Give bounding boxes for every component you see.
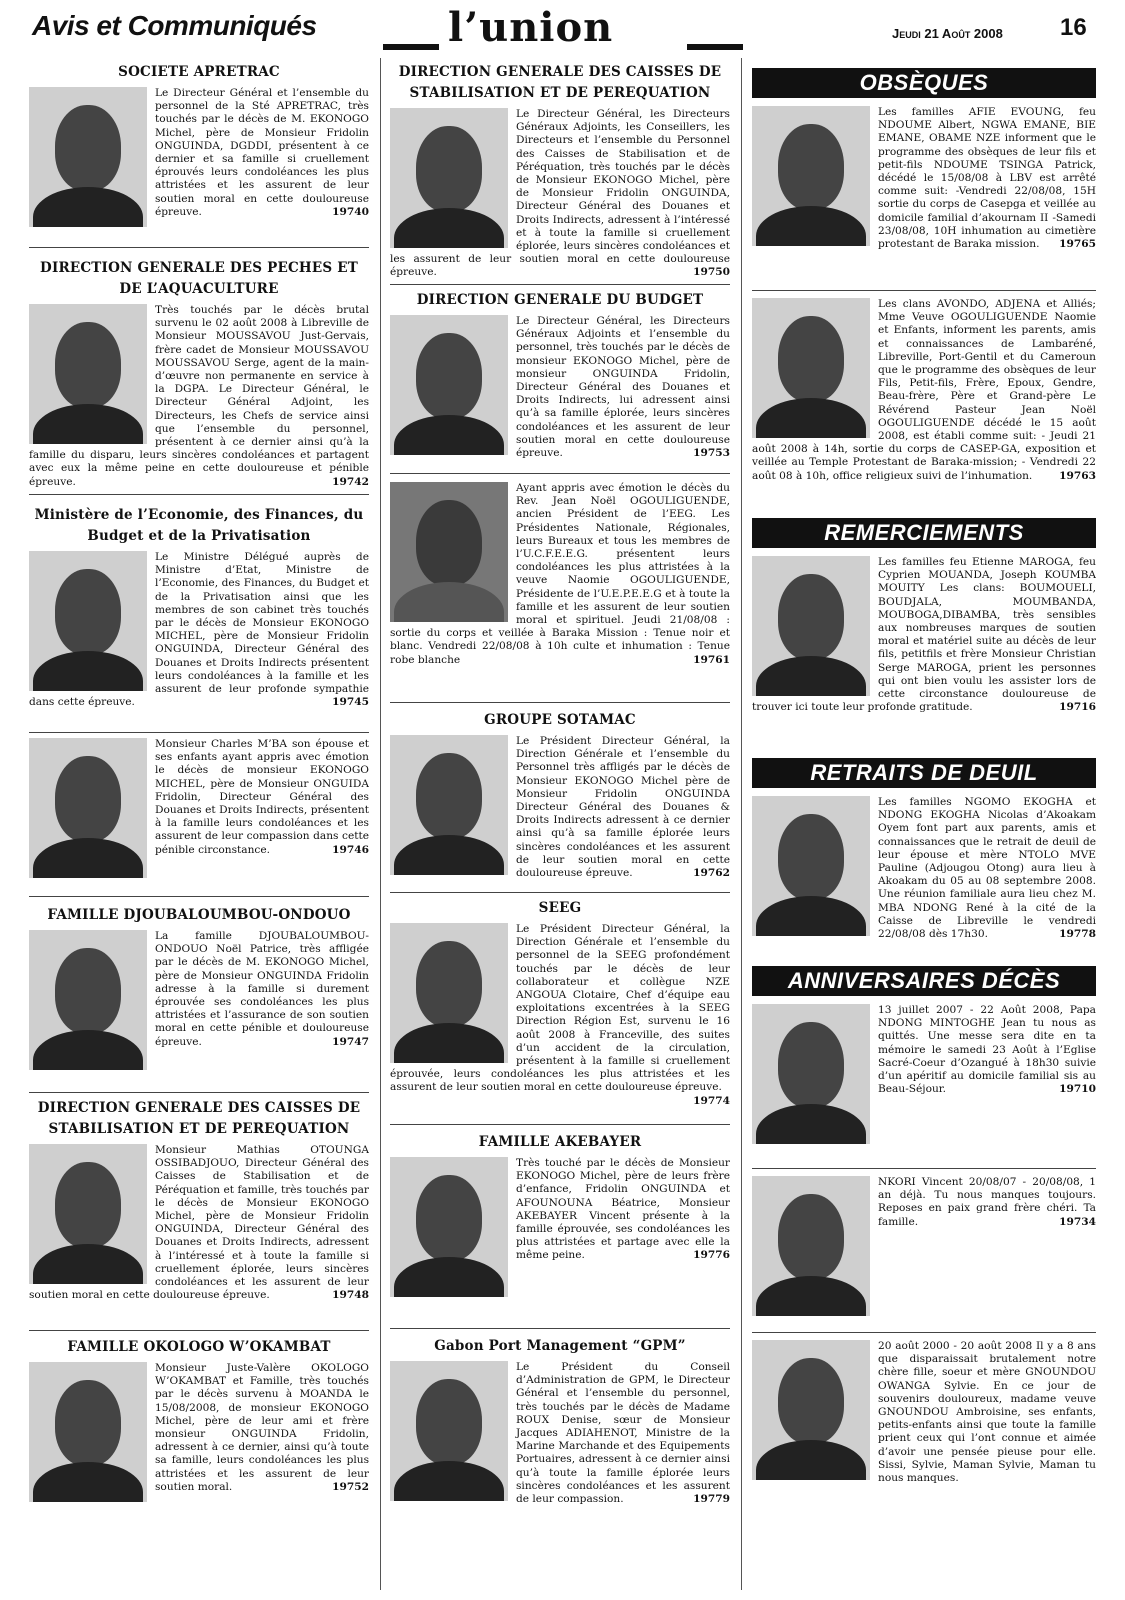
section-title: Avis et Communiqués bbox=[32, 10, 317, 41]
divider bbox=[752, 290, 1096, 291]
notice-ref: 19761 bbox=[693, 653, 730, 666]
notice-ref: 19716 bbox=[1059, 701, 1096, 714]
notice bbox=[29, 738, 369, 888]
notice-ref: 19762 bbox=[693, 867, 730, 880]
divider bbox=[29, 732, 369, 733]
notice bbox=[752, 298, 1096, 510]
notice-text: Monsieur Mathias OTOUNGA OSSIBADJOUO, Directeur Général des Caisses de Stabilisation et de Péréquation et famille, très touchés par le décès de Monsieur EKONOGO Michel, père de Monsieur Fridolin ONGUINDA, Directeur Général des Douanes et Droits Indirects, adressent à l’intéressé et à toute la famille si cruellement éplorée, leurs sincères condoléances et les assurent de leur soutien moral en cette douloureuse épreuve. bbox=[29, 1144, 369, 1302]
notice-text: Très touchés par le décès brutal survenu le 02 août 2008 à Libreville de Monsieur MOUSSAVOU Just-Gervais, frère cadet de Monsieur MOUSSAVOU MOUSSAVOU Serge, agent de la main-d’œuvre non permanente en service à la DGPA. Le Directeur Général, le Directeur Général Adjoint, les Directeurs, les Chefs de service ainsi que l’ensemble du personnel, présentent à ce dernier ainsi qu’à la famille du disparu, leurs sincères condoléances et partagent avec eux la même peine en cette douloureuse et pénible épreuve. bbox=[29, 304, 369, 488]
notice bbox=[752, 1004, 1096, 1164]
notice bbox=[390, 290, 730, 468]
notice-text: Le Président Directeur Général, la Direction Générale et l’ensemble du Personnel très affligés par le décès de Monsieur EKONOGO Michel père de Monsieur Fridolin ONGUINDA Directeur Général des Douanes & Droits Indirects adressent à ce dernier ainsi qu’à sa famille éplorée leurs sincères condoléances et les assurent de leur soutien moral en cette douloureuse épreuve. bbox=[516, 735, 730, 880]
notice-text: NKORI Vincent 20/08/07 - 20/08/08, 1 an déjà. Tu nous manques toujours. Reposes en paix grand frère chéri. Ta famille. bbox=[878, 1176, 1096, 1228]
notice-title: FAMILLE DJOUBALOUMBOU-ONDOUO bbox=[47, 907, 351, 923]
notice-text: Monsieur Charles M’BA son épouse et ses enfants ayant appris avec émotion le décès de monsieur EKONOGO MICHEL, père de Monsieur ONGUIDA Fridolin, Directeur Général des Douanes et Droits Indirects, présentent à la famille leurs condoléances et les assurent de leur compassion dans cette pénible circonstance. bbox=[155, 738, 369, 856]
notice-ref: 19753 bbox=[693, 447, 730, 460]
portrait-photo bbox=[390, 108, 508, 248]
portrait-photo bbox=[752, 106, 870, 246]
portrait-photo bbox=[29, 1144, 147, 1284]
portrait-photo bbox=[752, 796, 870, 936]
portrait-photo bbox=[752, 1340, 870, 1480]
page-number: 16 bbox=[1060, 14, 1087, 41]
portrait-photo bbox=[29, 551, 147, 691]
banner-retraits-de-deuil: RETRAITS DE DEUIL bbox=[752, 758, 1096, 788]
portrait-photo bbox=[390, 1361, 508, 1501]
notice-title: Ministère de l’Economie, des Finances, du Budget et de la Privatisation bbox=[34, 507, 364, 544]
notice bbox=[752, 796, 1096, 952]
divider bbox=[390, 284, 730, 285]
notice-ref: 19752 bbox=[332, 1480, 369, 1493]
notice-text: Ayant appris avec émotion le décès du Rev. Jean Noël OGOULIGUENDE, ancien Président de l’EEG. Les Présidentes Nationale, Régionales, leurs Bureaux et tous les membres de l’U.C.F.E.E.G. présentent leurs condoléances les plus attristées à la veuve Naomie OGOULIGUENDE, Présidente de l’U.E.P.E.E.G et à toute la famille et les assurent de leur soutien moral et spirituel. Jeudi 21/08/08 : sortie du corps et veillée à Baraka Mission : Tenue noir et blanc. Vendredi 22/08/08 à 10h culte et inhumation : Tenue robe blanche bbox=[390, 482, 730, 666]
portrait-photo bbox=[390, 923, 508, 1063]
notice-text: Très touché par le décès de Monsieur EKONOGO Michel, père de leurs frère d’enfance, Fridolin ONGUINDA et AFOUNOUNA Béatrice, Monsieur AKEBAYER Vincent présente à la famille éprouvée, ses condoléances les plus attristées et partage avec elle la même peine. bbox=[516, 1157, 730, 1262]
notice-title: DIRECTION GENERALE DU BUDGET bbox=[416, 292, 704, 308]
portrait-photo bbox=[752, 556, 870, 696]
notice bbox=[29, 905, 369, 1087]
notice bbox=[390, 62, 730, 278]
divider bbox=[390, 1124, 730, 1125]
notice bbox=[29, 505, 369, 727]
divider bbox=[29, 896, 369, 897]
portrait-photo bbox=[29, 930, 147, 1070]
notice bbox=[29, 62, 369, 240]
divider bbox=[29, 1092, 369, 1093]
notice-ref: 19763 bbox=[1059, 469, 1096, 482]
notice-text: Les familles NGOMO EKOGHA et NDONG EKOGHA Nicolas d’Akoakam Oyem font part aux parents, amis et connaissances que le retrait de deuil de leur épouse et mère NTOLO MVE Pauline (Adjougou Otong) aura lieu à Akoakam du 05 au 08 septembre 2008. Une réunion familiale aura lieu chez M. MBA NDONG René à la cité de la Caisse de Libreville le vendredi 22/08/08 dès 17h30. bbox=[878, 796, 1096, 941]
notice-text: Le Directeur Général, les Directeurs Généraux Adjoints et l’ensemble du personnel, très touchés par le décès de monsieur EKONOGO Michel, père de monsieur ONGUINDA Fridolin, Directeur Général des Douanes et Droits Indirects, lui adressent ainsi qu’à sa famille éplorée, leurs sincères condoléances et les assurent de leur soutien moral en cette douloureuse épreuve. bbox=[516, 315, 730, 460]
banner-anniversaires-deces: ANNIVERSAIRES DÉCÈS bbox=[752, 966, 1096, 996]
notice-ref: 19750 bbox=[693, 266, 730, 278]
portrait-photo bbox=[390, 482, 508, 622]
notice-text: Les familles feu Etienne MAROGA, feu Cyprien MOUANDA, Joseph KOUMBA MOUITY Les clans: BOUMOUELI, BOUDJALA, MOUMBANDA, MOUBOGA,DIBAMBA, très sensibles aux nombreuses marques de soutien moral et matériel suite au décès de leur fils, petitfils et frère Monsieur Christian Serge MAROGA, prient les personnes qui ont bien voulu les assister lors de cette circonstance douloureuse de trouver ici toute leur profonde gratitude. bbox=[752, 556, 1096, 714]
divider bbox=[29, 247, 369, 248]
masthead-rule-left bbox=[383, 44, 439, 50]
banner-remerciements: REMERCIEMENTS bbox=[752, 518, 1096, 548]
notice-ref: 19765 bbox=[1059, 238, 1096, 251]
notice-text: Les clans AVONDO, ADJENA et Alliés; Mme Veuve OGOULIGUENDE Naomie et Enfants, informent les parents, amis et connaissances de Lambaréné, Libreville, Port-Gentil et du Cameroun que le programme des obsèques de leur Fils, Petit-fils, Frère, Epoux, Gendre, Beau-frère, Père et Grand-père Le Révérend Pasteur Jean Noël OGOULIGUENDE décédé le 15 août 2008, est établi comme suit: - Jeudi 21 août 2008 à 14h, sortie du corps de CASEP-GA, exposition et veillée au Temple Protestant de Baraka-mission; - Vendredi 22 août 08 à 10h, office religieux suivi de l’inhumation. bbox=[752, 298, 1096, 482]
notice-ref: 19747 bbox=[332, 1035, 369, 1048]
newspaper-logo: l’union bbox=[448, 4, 614, 51]
divider bbox=[390, 1328, 730, 1329]
divider bbox=[29, 1330, 369, 1331]
notice bbox=[390, 482, 730, 696]
notice-ref: 19776 bbox=[693, 1249, 730, 1262]
portrait-photo bbox=[752, 1004, 870, 1144]
notice-title: FAMILLE OKOLOGO W’OKAMBAT bbox=[67, 1339, 331, 1355]
notice-text: Le Ministre Délégué auprès de Ministre d’Etat, Ministre de l’Economie, des Finances, du Budget et de la Privatisation ainsi que les membres de son cabinet très touchés par le décès de Monsieur EKONOGO MICHEL, père de Monsieur Fridolin ONGUINDA, Directeur Général des Douanes et Droits Indirects présentent leurs condoléances à la famille et les assurent de leur profonde sympathie dans cette épreuve. bbox=[29, 551, 369, 709]
notice bbox=[390, 898, 730, 1118]
column-divider bbox=[741, 58, 742, 1590]
notice-text: Monsieur Juste-Valère OKOLOGO W’OKAMBAT et Famille, très touchés par le décès survenu à MOANDA le 15/08/2008, de monsieur EKONOGO Michel, père de leur ami et frère monsieur ONGUINDA Fridolin, adressent à ce dernier, ainsi qu’à toute sa famille, leurs condoléances les plus attristées et les assurent de leur soutien moral. bbox=[155, 1362, 369, 1493]
notice-ref: 19746 bbox=[332, 843, 369, 856]
masthead-rule-right bbox=[687, 44, 743, 50]
notice-text: Les familles AFIE EVOUNG, feu NDOUME Albert, NGWA EMANE, BIE EMANE, OBAME NZE informent que le programme des obsèques de leur fils et petit-fils NDOUME TSINGA Patrick, décédé le 15/08/08 à LBV est arrêté comme suit: -Vendredi 22/08/08, 15H sortie du corps de Casepga et veillée au domicile familial d’akournam II -Samedi 23/08/08, 10H inhumation au cimetière protestant de Baraka mission. bbox=[878, 106, 1096, 251]
notice bbox=[390, 1336, 730, 1536]
divider bbox=[390, 702, 730, 703]
notice bbox=[752, 1176, 1096, 1328]
notice-title: SEEG bbox=[538, 900, 582, 916]
portrait-photo bbox=[390, 315, 508, 455]
page-header bbox=[0, 0, 1125, 52]
banner-obseques: OBSÈQUES bbox=[752, 68, 1096, 98]
notice-title: DIRECTION GENERALE DES CAISSES DE STABILISATION ET DE PEREQUATION bbox=[37, 1100, 361, 1137]
notice-ref: 19734 bbox=[1059, 1215, 1096, 1228]
notice bbox=[752, 556, 1096, 744]
notice-text: Le Président Directeur Général, la Direction Générale et l’ensemble du personnel de la SEEG profondément touchés par le décès de leur collaborateur et collègue NZE ANGOUA Clotaire, Chef d’équipe eau exploitations excentrées à la SEEG Direction Région Est, survenu le 16 août 2008 à Franceville, des suites d’un accident de la circulation, présentent à la famille si cruellement éprouvée, leurs condoléances les plus attristées et les assurent de leur soutien moral en cette douloureuse épreuve. bbox=[390, 923, 730, 1094]
notice-text: 20 août 2000 - 20 août 2008 Il y a 8 ans que disparaissait brutalement notre chère fille, soeur et mère GNOUNDOU OWANGA Sylvie. En ce jour de souvenirs douloureux, madame veuve GNOUNDOU Ambroisine, ses enfants, petits-enfants ainsi que toute la famille prient ceux qui l’ont connue et aimée d’avoir une pensée pieuse pour elle. Sissi, Sylvie, Maman Sylvie, Maman tu nous manques. bbox=[878, 1340, 1096, 1485]
notice-ref: 19745 bbox=[332, 696, 369, 709]
notice bbox=[390, 1132, 730, 1322]
notice-text: Le Président du Conseil d’Administration de GPM, le Directeur Général et l’ensemble du personnel, très touchés par le décès de Madame ROUX Denise, sœur de Monsieur Jacques ADIAHENOT, Ministre de la Marine Marchande et des Equipements Portuaires, adressent à ce dernier ainsi qu’à toute la famille éplorée leurs sincères condoléances et les assurent de leur compassion. bbox=[516, 1361, 730, 1506]
notice-title: SOCIETE APRETRAC bbox=[118, 64, 280, 80]
portrait-photo bbox=[390, 735, 508, 875]
notice bbox=[29, 258, 369, 488]
portrait-photo bbox=[29, 738, 147, 878]
notice-title: DIRECTION GENERALE DES PECHES ET DE L’AQUACULTURE bbox=[40, 260, 358, 297]
divider bbox=[752, 1332, 1096, 1333]
notice-ref: 19774 bbox=[693, 1094, 730, 1107]
divider bbox=[390, 892, 730, 893]
notice-text: La famille DJOUBALOUMBOU-ONDOUO Noël Patrice, très affligée par le décès de M. EKONOGO Michel, père de Monsieur ONGUINDA Fridolin adresse à la famille si durement éprouvée ses condoléances les plus attristées et l’assurance de son soutien moral en cette pénible et douloureuse épreuve. bbox=[155, 930, 369, 1048]
portrait-photo bbox=[752, 298, 870, 438]
notice bbox=[29, 1098, 369, 1324]
portrait-photo bbox=[29, 304, 147, 444]
notice bbox=[752, 106, 1096, 286]
notice bbox=[752, 1340, 1096, 1536]
portrait-photo bbox=[390, 1157, 508, 1297]
divider bbox=[390, 473, 730, 474]
notice-title: DIRECTION GENERALE DES CAISSES DE STABILISATION ET DE PEREQUATION bbox=[398, 64, 722, 101]
notice-ref: 19779 bbox=[693, 1493, 730, 1506]
notice bbox=[29, 1337, 369, 1537]
notice-text: Le Directeur Général, les Directeurs Généraux Adjoints, les Conseillers, les Directeurs et l’ensemble du Personnel des Caisses de Stabilisation et de Péréquation, très touchés par le décès de Monsieur EKONOGO Michel, père de Monsieur Fridolin ONGUINDA, Directeur Général des Douanes et Droits Indirects, adressent à l’intéressé et à toute la famille si cruellement éplorée, leurs sincères condoléances et les assurent de leur soutien moral en cette douloureuse épreuve. bbox=[390, 108, 730, 278]
notice-text: Le Directeur Général et l’ensemble du personnel de la Sté APRETRAC, très touchés par le décès de M. EKONOGO Michel, père de Monsieur Fridolin ONGUINDA, DGDDI, présentent à ce dernier et sa famille si cruellement éprouvés leurs condoléances les plus attristées et les assurent de leur soutien moral en cette douloureuse épreuve. bbox=[155, 87, 369, 218]
notice-ref: 19748 bbox=[332, 1289, 369, 1302]
notice-text: 13 juillet 2007 - 22 Août 2008, Papa NDONG MINTOGHE Jean tu nous as quittés. Une messe sera dite en ta mémoire le samedi 23 Août à l’Eglise Sacré-Coeur d’Ozangué à 18h30 suivie d’un apéritif au domicile familial sis au Beau-Séjour. bbox=[878, 1004, 1096, 1096]
notice-ref: 19742 bbox=[332, 475, 369, 488]
portrait-photo bbox=[752, 1176, 870, 1316]
divider bbox=[29, 494, 369, 495]
divider bbox=[752, 1168, 1096, 1169]
notice-ref: 19778 bbox=[1059, 928, 1096, 941]
notice bbox=[390, 710, 730, 886]
notice-title: Gabon Port Management “GPM” bbox=[434, 1338, 686, 1354]
notice-ref: 19710 bbox=[1059, 1083, 1096, 1096]
issue-date: Jeudi 21 Août 2008 bbox=[892, 26, 1003, 41]
notice-ref: 19740 bbox=[332, 205, 369, 218]
column-divider bbox=[380, 58, 381, 1590]
portrait-photo bbox=[29, 1362, 147, 1502]
notice-title: FAMILLE AKEBAYER bbox=[478, 1134, 642, 1150]
notice-title: GROUPE SOTAMAC bbox=[484, 712, 636, 728]
portrait-photo bbox=[29, 87, 147, 227]
